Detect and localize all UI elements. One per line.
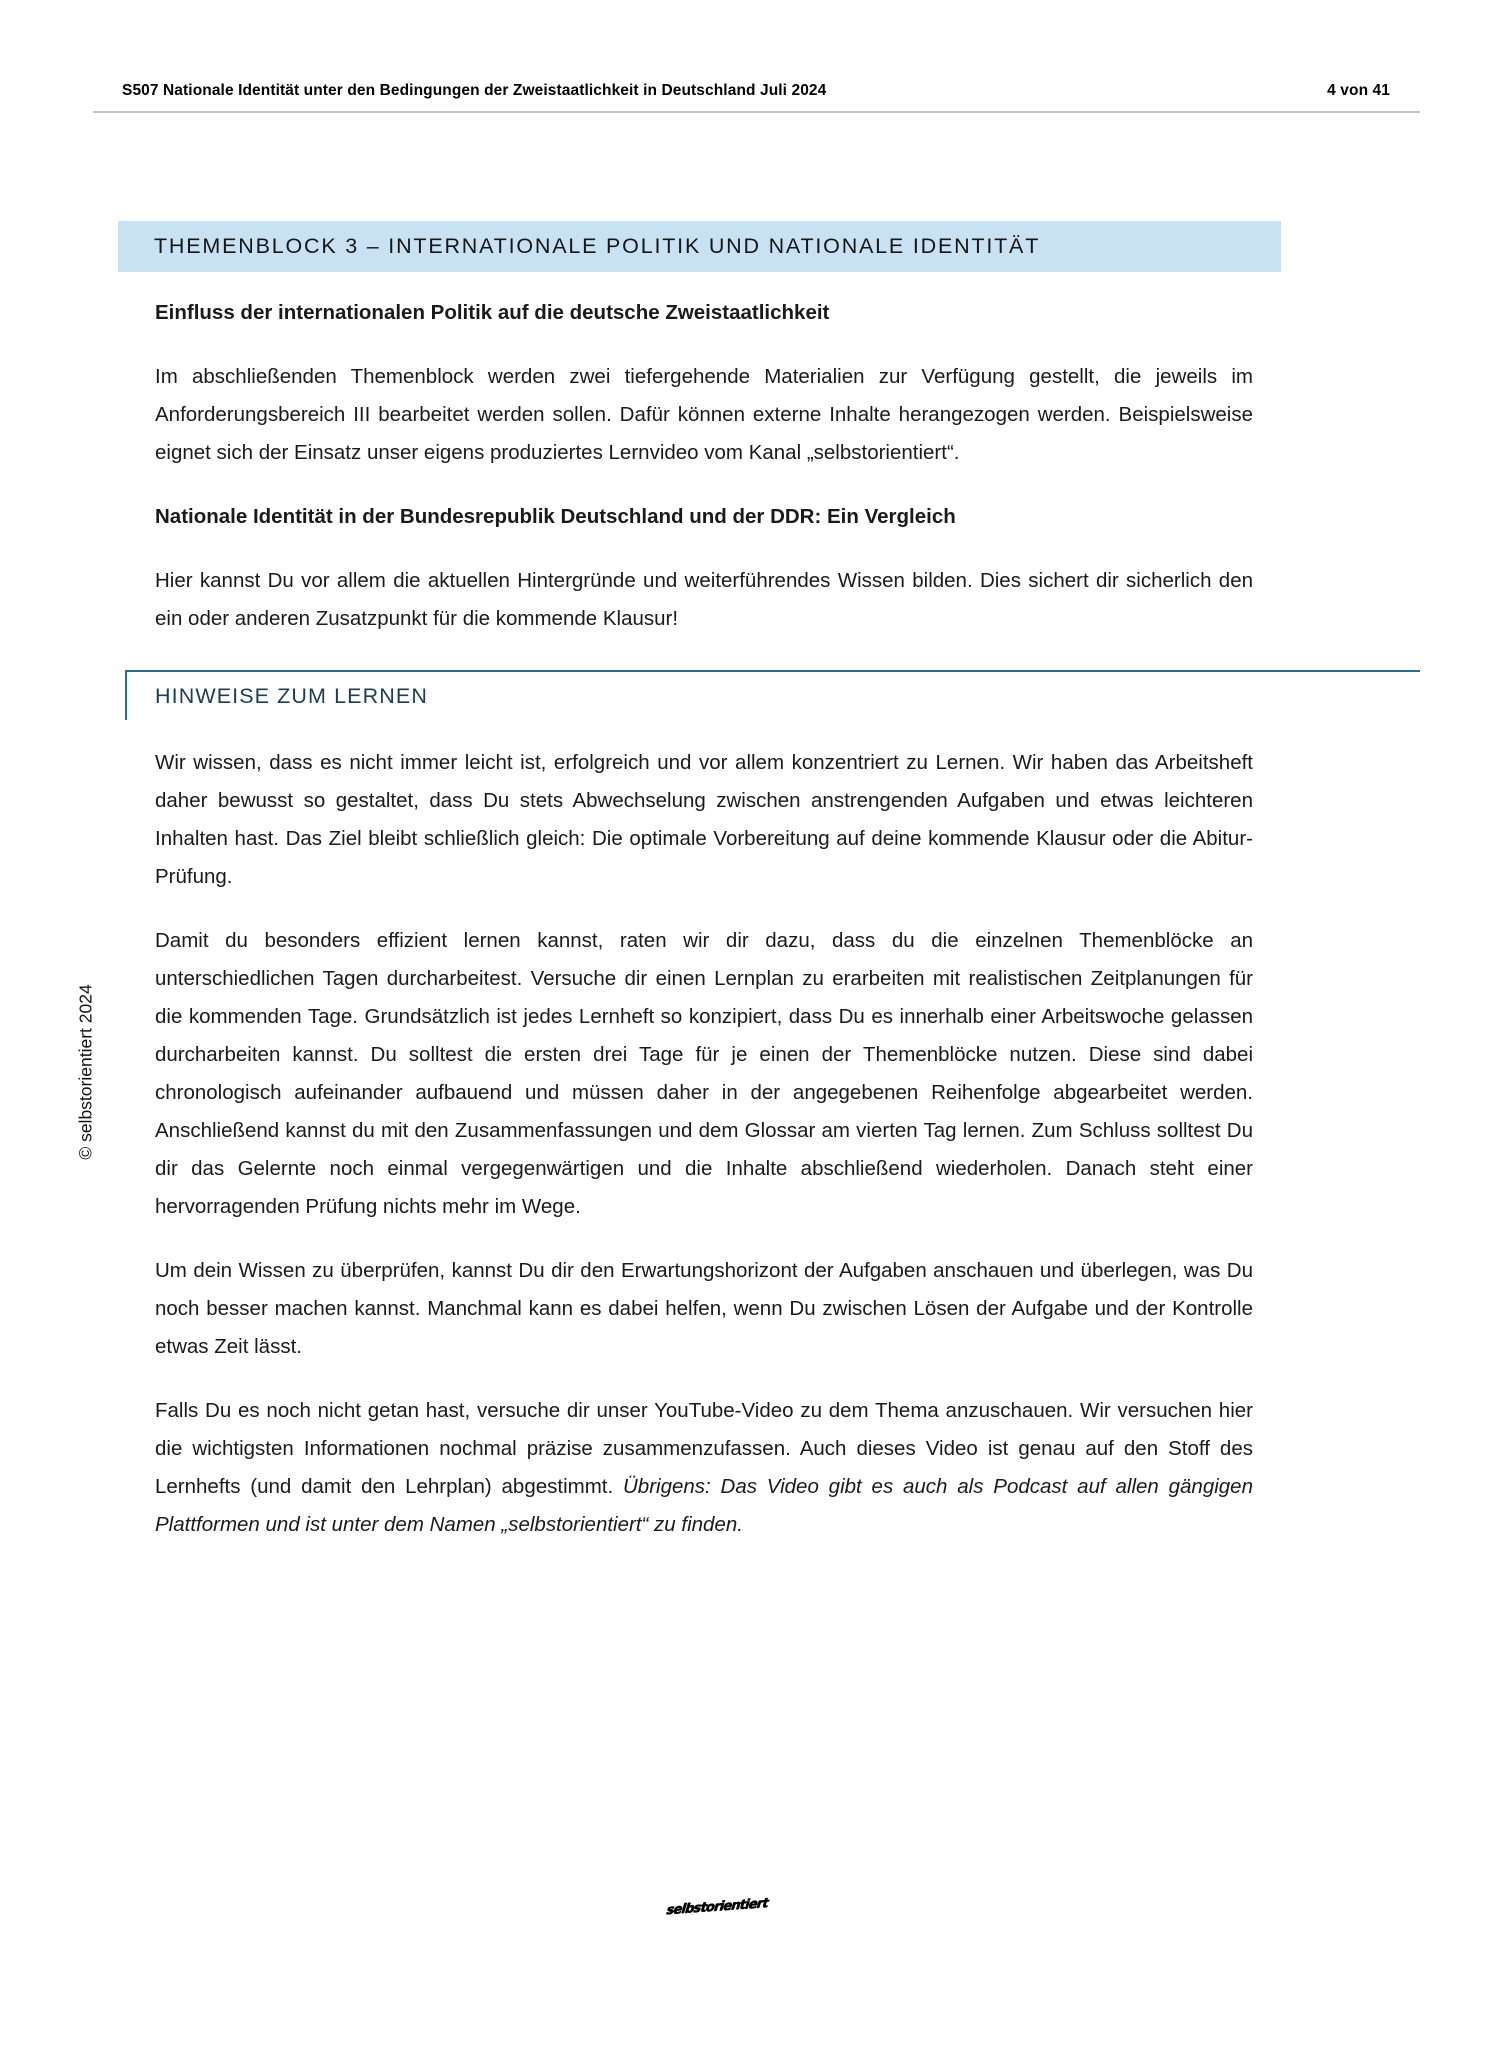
paragraph-lernen-4-normal: Falls Du es noch nicht getan hast, versuche dir unser YouTube-Video zu dem Thema anzuschauen. Wir versuchen hier die wichtigsten Informationen nochmal präzise zusammenzufassen. Auch dieses Video ist genau auf den Stoff des Lernhefts (und damit den Lehrplan) abgestimmt. — [155, 1399, 1253, 1498]
page-number: 4 von 41 — [1327, 82, 1390, 99]
paragraph-intro: Im abschließenden Themenblock werden zwei tiefergehende Materialien zur Verfügung gestellt, die jeweils im Anforderungsbereich III bearbeitet werden sollen. Dafür können externe Inhalte herangezogen werden. Beispielsweise eignet sich der Einsatz unser eigens produziertes Lernvideo vom Kanal „selbstorientiert“. — [155, 365, 1253, 464]
heading-einfluss: Einfluss der internationalen Politik auf die deutsche Zweistaatlichkeit — [155, 301, 830, 324]
hinweise-header-block — [125, 670, 1420, 720]
themenblock-banner — [118, 221, 1281, 272]
hinweise-heading: HINWEISE ZUM LERNEN — [155, 684, 428, 708]
paragraph-lernen-2: Damit du besonders effizient lernen kannst, raten wir dir dazu, dass du die einzelnen Themenblöcke an unterschiedlichen Tagen durcharbeitest. Versuche dir einen Lernplan zu erarbeiten mit realistischen Zeitplanungen für die kommenden Tage. Grundsätzlich ist jedes Lernheft so konzipiert, dass Du es innerhalb einer Arbeitswoche gelassen durcharbeiten kannst. Du solltest die ersten drei Tage für je einen der Themenblöcke nutzen. Diese sind dabei chronologisch aufeinander aufbauend und müssen daher in der angegebenen Reihenfolge abgearbeitet werden. Anschließend kannst du mit den Zusammenfassungen und dem Glossar am vierten Tag lernen. Zum Schluss solltest Du dir das Gelernte noch einmal vergegenwärtigen und die Inhalte abschließend wiederholen. Danach steht einer hervorragenden Prüfung nichts mehr im Wege. — [155, 929, 1253, 1218]
header-divider — [93, 111, 1420, 113]
page-header — [122, 82, 1390, 100]
paragraph-lernen-1: Wir wissen, dass es nicht immer leicht ist, erfolgreich und vor allem konzentriert zu Lernen. Wir haben das Arbeitsheft daher bewusst so gestaltet, dass Du stets Abwechselung zwischen anstrengenden Aufgaben und etwas leichteren Inhalten hast. Das Ziel bleibt schließlich gleich: Die optimale Vorbereitung auf deine kommende Klausur oder die Abitur-Prüfung. — [155, 751, 1253, 888]
paragraph-lernen-3: Um dein Wissen zu überprüfen, kannst Du dir den Erwartungshorizont der Aufgaben anschauen und überlegen, was Du noch besser machen kannst. Manchmal kann es dabei helfen, wenn Du zwischen Lösen der Aufgabe und der Kontrolle etwas Zeit lässt. — [155, 1259, 1253, 1358]
themenblock-banner-title: THEMENBLOCK 3 – INTERNATIONALE POLITIK UND NATIONALE IDENTITÄT — [154, 234, 1041, 258]
paragraph-vergleich: Hier kannst Du vor allem die aktuellen Hintergründe und weiterführendes Wissen bilden. Dies sichert dir sicherlich den ein oder anderen Zusatzpunkt für die kommende Klausur! — [155, 569, 1253, 630]
copyright-vertical-text: © selbstorientiert 2024 — [75, 984, 96, 1160]
heading-vergleich: Nationale Identität in der Bundesrepublik Deutschland und der DDR: Ein Vergleich — [155, 505, 956, 528]
paragraph-lernen-4-italic: Übrigens: Das Video gibt es auch als Podcast auf allen gängigen Plattformen und ist unter dem Namen „selbstorientiert“ zu finden. — [155, 1475, 1253, 1536]
header-title: S507 Nationale Identität unter den Bedingungen der Zweistaatlichkeit in Deutschland Juli 2024 — [122, 82, 827, 99]
document-body — [155, 294, 1253, 1570]
paragraph-lernen-4 — [155, 1392, 1253, 1544]
selbstorientiert-logo: selbstorientiert — [665, 1895, 769, 1919]
